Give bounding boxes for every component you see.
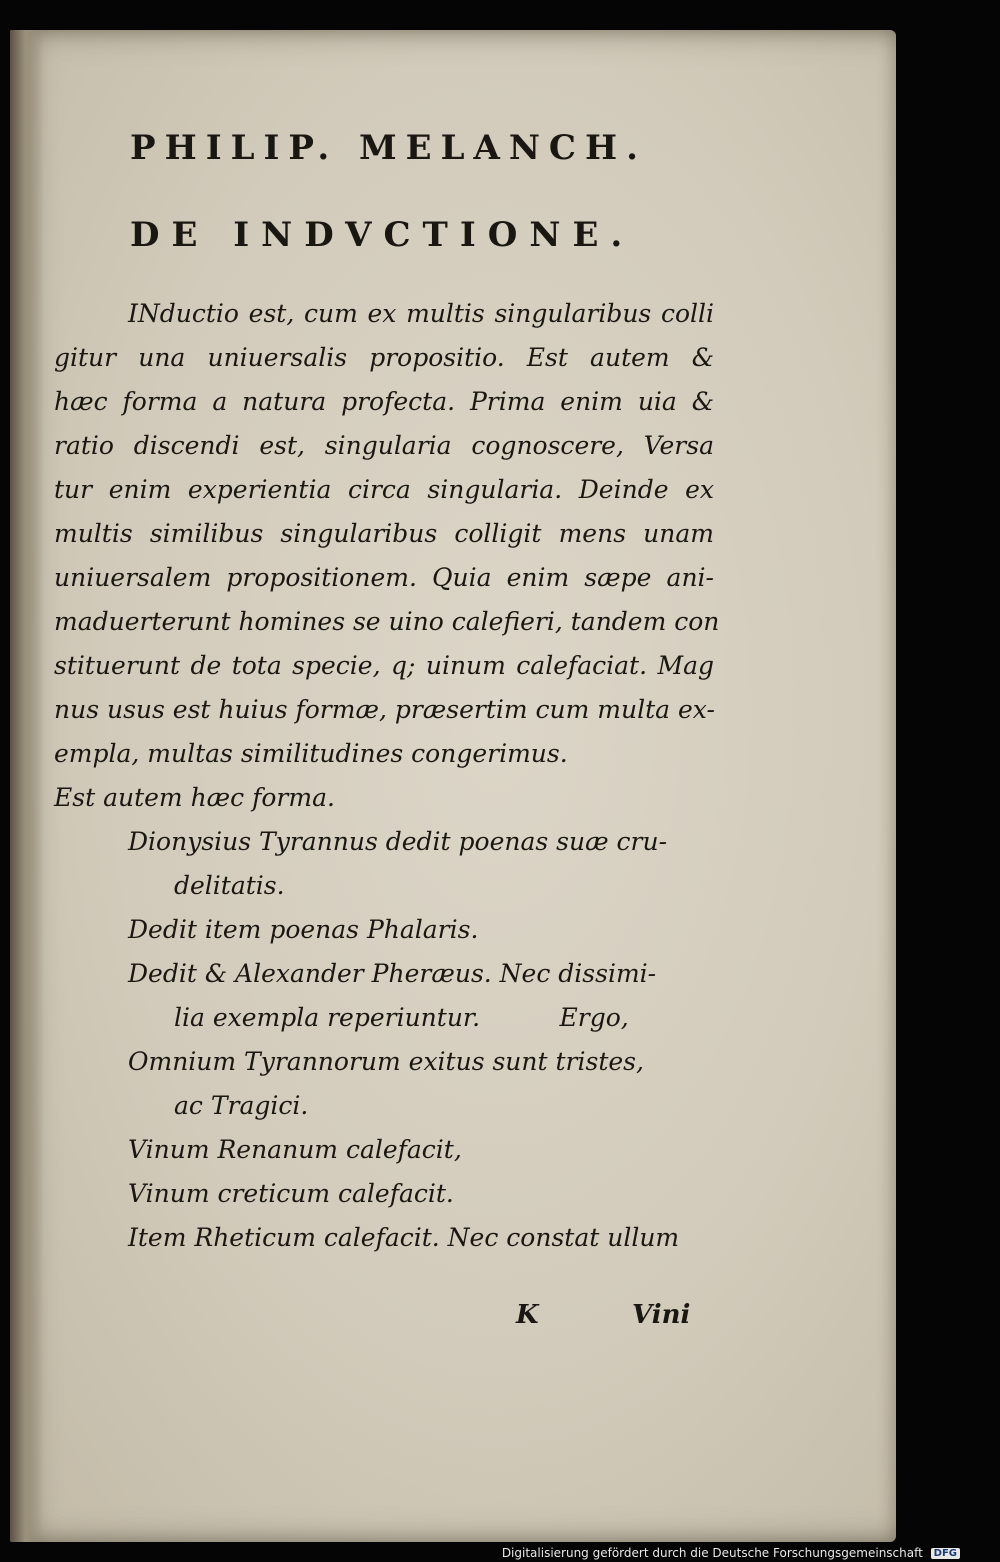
signature-mark: K — [516, 1300, 539, 1330]
paragraph-line: multis similibus singularibus colligit mens unam — [54, 519, 714, 548]
page-gutter-shadow — [10, 30, 44, 1542]
dfg-logo-icon: DFG — [931, 1548, 960, 1559]
paragraph-line: nus usus est huius formæ, præsertim cum multa ex- — [54, 695, 715, 724]
example-line: lia exempla reperiuntur. Ergo, — [174, 1003, 629, 1032]
paragraph-line: empla, multas similitudines congerimus. — [54, 739, 568, 768]
paragraph-line: stituerunt de tota specie, q; uinum calefaciat. Mag — [54, 651, 714, 680]
section-title: DE INDVCTIONE. — [130, 215, 635, 255]
funding-credit — [502, 1546, 960, 1560]
example-line: Omnium Tyrannorum exitus sunt tristes, — [128, 1047, 644, 1076]
example-intro: Est autem hæc forma. — [54, 783, 335, 812]
paragraph-line: INductio est, cum ex multis singularibus colli — [128, 299, 714, 328]
example-line: Dedit & Alexander Pheræus. Nec dissimi- — [128, 959, 657, 988]
paragraph-line: hæc forma a natura profecta. Prima enim uia & — [54, 387, 714, 416]
example-line: Vinum creticum calefacit. — [128, 1179, 454, 1208]
paragraph-line: gitur una uniuersalis propositio. Est autem & — [54, 343, 714, 372]
paragraph-line: uniuersalem propositionem. Quia enim sæpe ani- — [54, 563, 714, 592]
example-line: delitatis. — [174, 871, 285, 900]
body-text — [54, 292, 720, 1260]
example-line: Dedit item poenas Phalaris. — [128, 915, 479, 944]
example-line: Dionysius Tyrannus dedit poenas suæ cru- — [128, 827, 668, 856]
catchword: Vini — [632, 1300, 691, 1330]
running-head: PHILIP. MELANCH. — [130, 128, 647, 168]
paragraph-line: tur enim experientia circa singularia. Deinde ex — [54, 475, 714, 504]
book-page — [10, 30, 896, 1542]
example-line: ac Tragici. — [174, 1091, 309, 1120]
paragraph-line: ratio discendi est, singularia cognoscere, Versa — [54, 431, 714, 460]
funding-credit-text: Digitalisierung gefördert durch die Deutsche Forschungsgemeinschaft — [501, 1546, 923, 1560]
paragraph-line: maduerterunt homines se uino calefieri, tandem con — [54, 607, 720, 636]
example-line: Vinum Renanum calefacit, — [128, 1135, 462, 1164]
example-line: Item Rheticum calefacit. Nec constat ullum — [128, 1223, 680, 1252]
